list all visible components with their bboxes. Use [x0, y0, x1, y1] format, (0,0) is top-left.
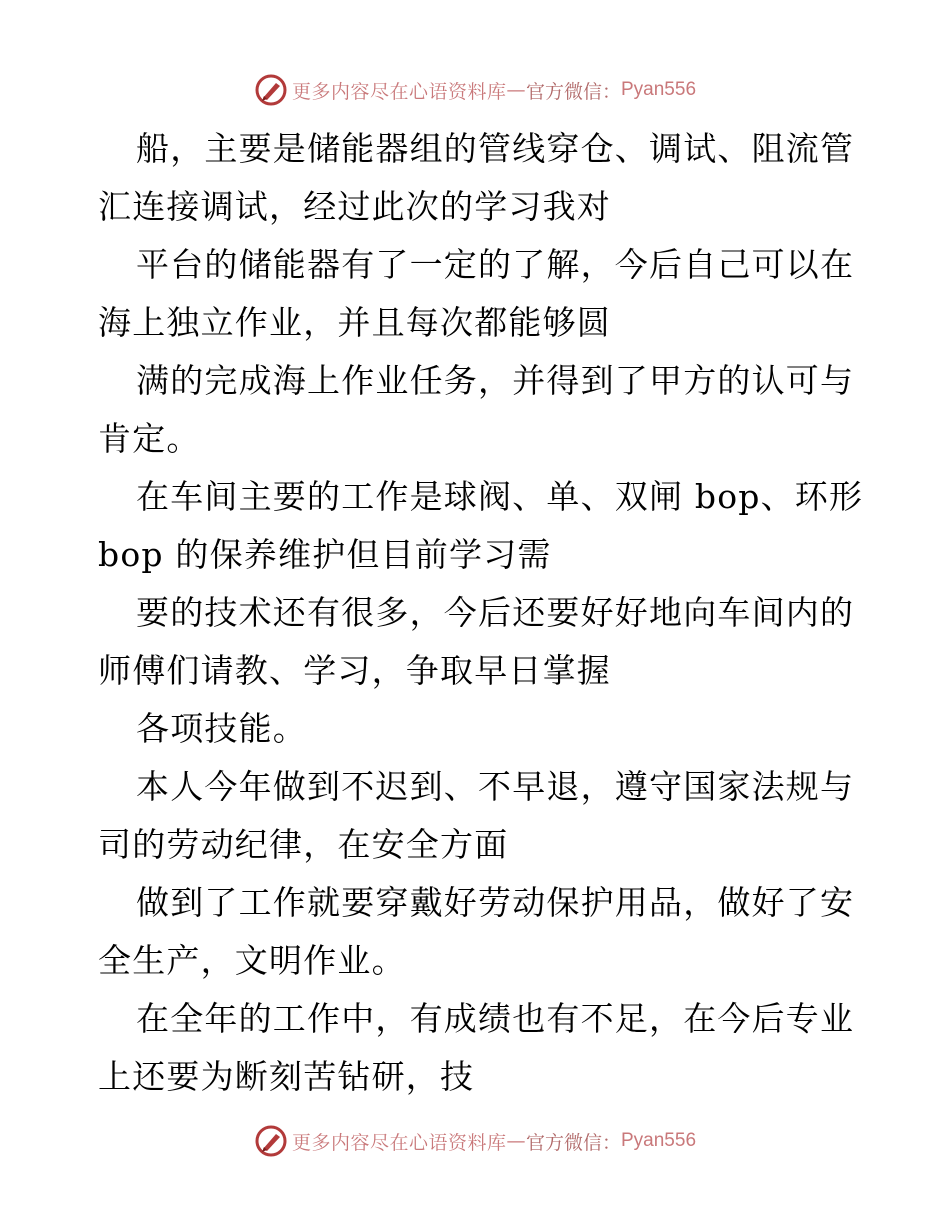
text-line: 司的劳动纪律，在安全方面 — [98, 825, 509, 864]
text-line: 平台的储能器有了一定的了解，今后自己可以在 — [136, 245, 855, 284]
wechat-id: Pyan556 — [621, 79, 697, 100]
text-line: 船，主要是储能器组的管线穿仓、调试、阻流管 — [136, 129, 855, 168]
text-line: 本人今年做到不迟到、不早退，遵守国家法规与 — [136, 767, 855, 806]
text-line: 做到了工作就要穿戴好劳动保护用品，做好了安 — [136, 883, 855, 922]
brand-text: 更多内容尽在心语资料库 — [291, 80, 507, 103]
text-line: 在车间主要的工作是球阀、单、双闸 bop、环形 — [136, 477, 864, 516]
text-line: 上还要为断刻苦钻研，技 — [98, 1057, 475, 1096]
text-line: 全生产，文明作业。 — [98, 941, 406, 980]
text-line: 满的完成海上作业任务，并得到了甲方的认可与 — [136, 361, 855, 400]
wechat-label: 官方微信： — [525, 80, 621, 103]
brand-text: 更多内容尽在心语资料库 — [291, 1131, 507, 1154]
document-body — [98, 120, 868, 1106]
wechat-id: Pyan556 — [621, 1130, 697, 1151]
text-line: 在全年的工作中，有成绩也有不足，在今后专业 — [136, 999, 855, 1038]
text-line: 各项技能。 — [136, 709, 307, 748]
text-line: 要的技术还有很多，今后还要好好地向车间内的 — [136, 593, 855, 632]
separator-dash: — — [506, 1130, 526, 1152]
pen-logo-icon — [254, 73, 288, 107]
text-line: 师傅们请教、学习，争取早日掌握 — [98, 651, 611, 690]
text-line: 海上独立作业，并且每次都能够圆 — [98, 303, 611, 342]
text-line: bop 的保养维护但目前学习需 — [98, 535, 552, 574]
page-footer — [0, 1121, 950, 1161]
pen-logo-icon — [254, 1124, 288, 1158]
text-line: 肯定。 — [98, 419, 201, 458]
text-line: 汇连接调试，经过此次的学习我对 — [98, 187, 611, 226]
wechat-label: 官方微信： — [525, 1131, 621, 1154]
page-header — [0, 70, 950, 110]
separator-dash: — — [506, 79, 526, 101]
